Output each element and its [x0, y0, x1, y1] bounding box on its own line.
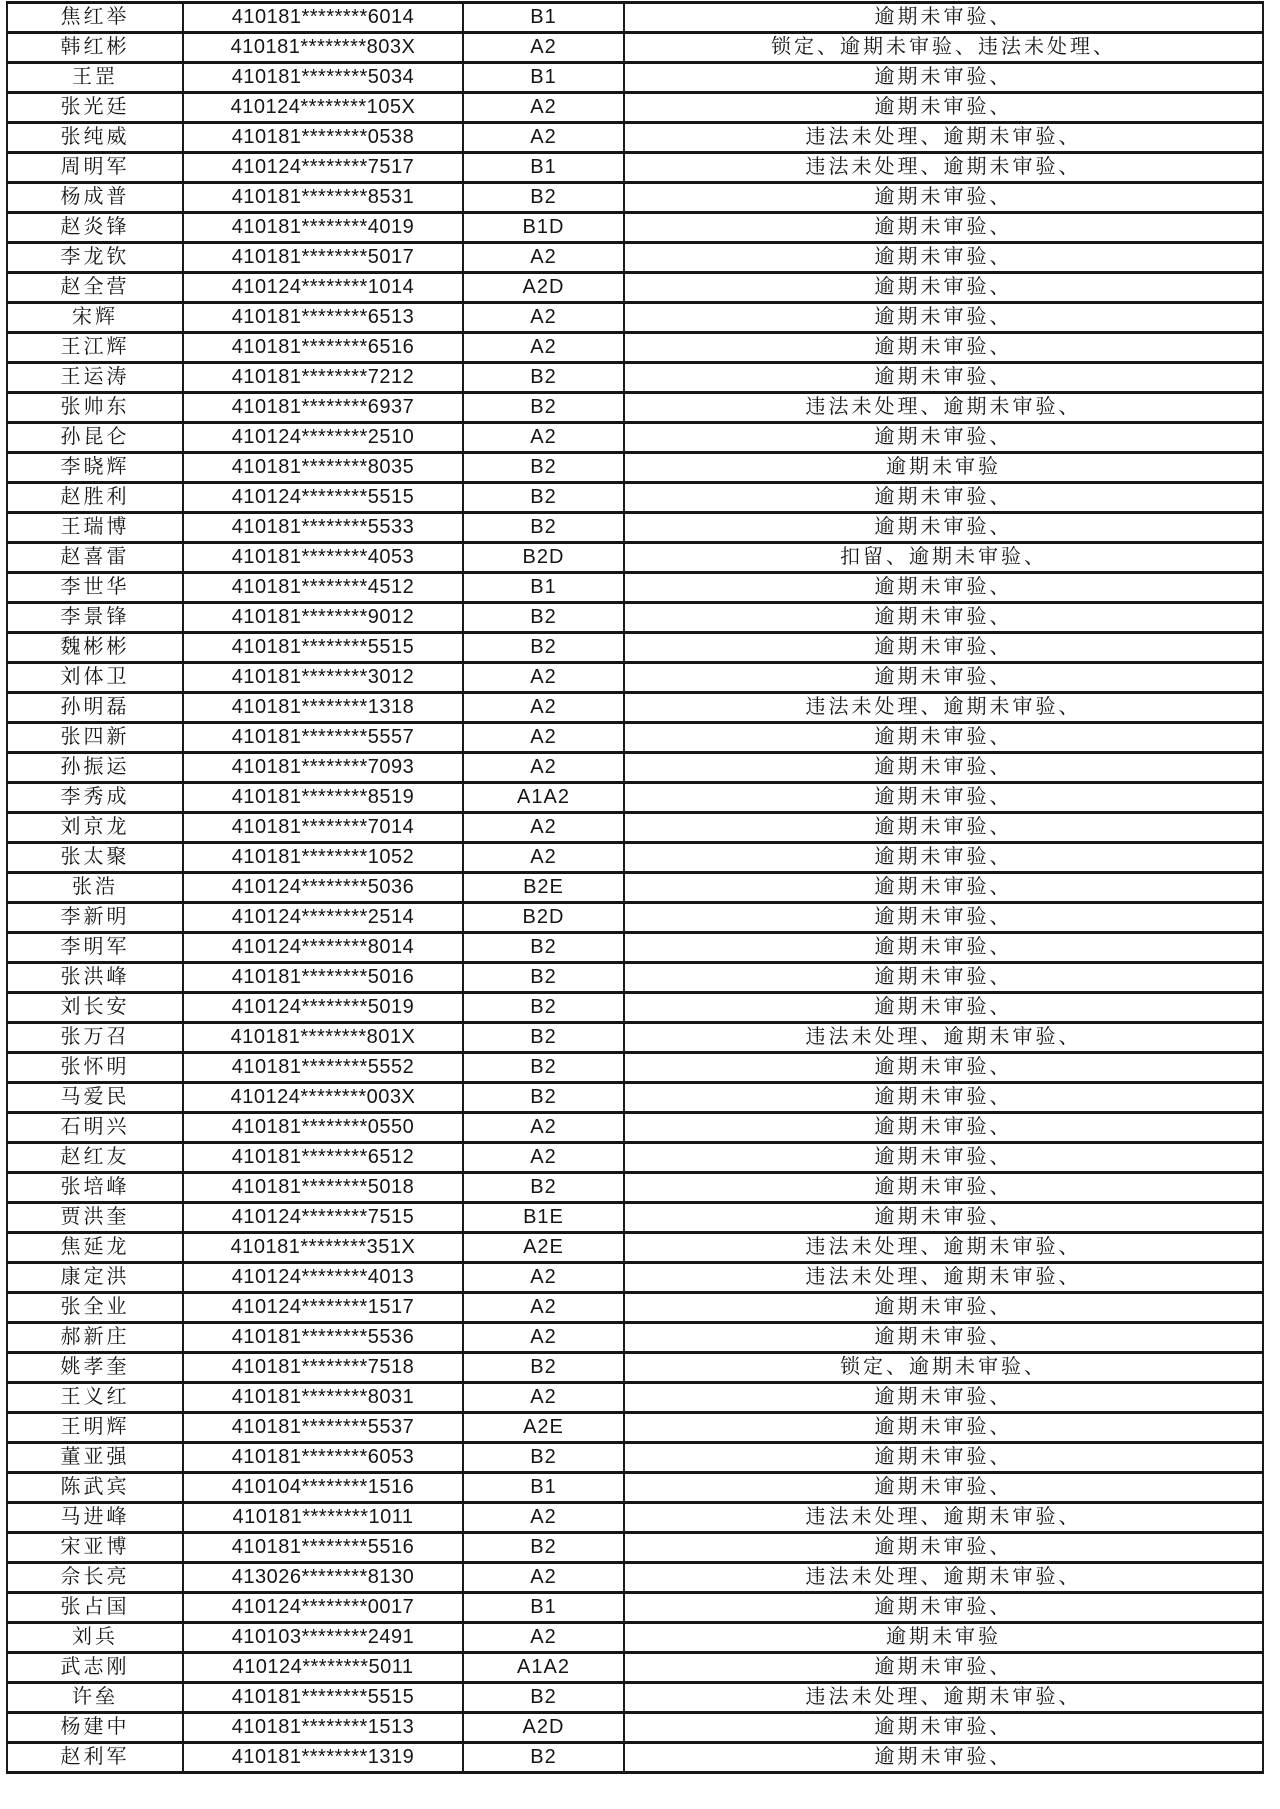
id-number-cell: 410181********0550 — [183, 1113, 463, 1143]
license-class-cell: A2 — [463, 843, 624, 873]
table-row — [7, 1053, 1263, 1083]
table-row — [7, 573, 1263, 603]
table-row — [7, 93, 1263, 123]
license-class-cell: A2 — [463, 693, 624, 723]
license-class-cell: B2 — [463, 1083, 624, 1113]
status-cell: 违法未处理、逾期未审验、 — [624, 153, 1263, 183]
table-row — [7, 243, 1263, 273]
status-cell: 逾期未审验、 — [624, 3, 1263, 33]
license-class-cell: B2 — [463, 1023, 624, 1053]
license-class-cell: A1A2 — [463, 783, 624, 813]
name-cell: 李新明 — [7, 903, 183, 933]
status-cell: 逾期未审验、 — [624, 633, 1263, 663]
license-class-cell: A2 — [463, 1563, 624, 1593]
status-cell: 逾期未审验、 — [624, 873, 1263, 903]
name-cell: 赵喜雷 — [7, 543, 183, 573]
id-number-cell: 410181********5018 — [183, 1173, 463, 1203]
id-number-cell: 410181********7518 — [183, 1353, 463, 1383]
id-number-cell: 410124********2514 — [183, 903, 463, 933]
status-cell: 逾期未审验、 — [624, 1203, 1263, 1233]
license-class-cell: B2 — [463, 483, 624, 513]
name-cell: 李世华 — [7, 573, 183, 603]
table-row — [7, 1263, 1263, 1293]
name-cell: 赵炎锋 — [7, 213, 183, 243]
id-number-cell: 410181********6053 — [183, 1443, 463, 1473]
table-row — [7, 213, 1263, 243]
table-row — [7, 1113, 1263, 1143]
name-cell: 马进峰 — [7, 1503, 183, 1533]
id-number-cell: 410181********6513 — [183, 303, 463, 333]
table-row — [7, 1593, 1263, 1623]
id-number-cell: 410124********7515 — [183, 1203, 463, 1233]
table-row — [7, 63, 1263, 93]
table-row — [7, 513, 1263, 543]
name-cell: 李晓辉 — [7, 453, 183, 483]
status-cell: 逾期未审验、 — [624, 63, 1263, 93]
id-number-cell: 410181********5537 — [183, 1413, 463, 1443]
status-cell: 逾期未审验、 — [624, 993, 1263, 1023]
status-cell: 逾期未审验、 — [624, 1443, 1263, 1473]
license-class-cell: A2 — [463, 93, 624, 123]
status-cell: 违法未处理、逾期未审验、 — [624, 393, 1263, 423]
table-row — [7, 813, 1263, 843]
status-cell: 逾期未审验、 — [624, 963, 1263, 993]
status-cell: 逾期未审验、 — [624, 903, 1263, 933]
status-cell: 逾期未审验、 — [624, 1083, 1263, 1113]
name-cell: 李景锋 — [7, 603, 183, 633]
table-row — [7, 303, 1263, 333]
status-cell: 逾期未审验、 — [624, 1593, 1263, 1623]
table-row — [7, 753, 1263, 783]
id-number-cell: 410181********5017 — [183, 243, 463, 273]
license-class-cell: B2 — [463, 1173, 624, 1203]
table-row — [7, 1503, 1263, 1533]
id-number-cell: 410181********6516 — [183, 333, 463, 363]
name-cell: 张太聚 — [7, 843, 183, 873]
name-cell: 康定洪 — [7, 1263, 183, 1293]
license-class-cell: B2 — [463, 933, 624, 963]
license-class-cell: B2 — [463, 453, 624, 483]
status-cell: 逾期未审验、 — [624, 843, 1263, 873]
id-number-cell: 410181********7014 — [183, 813, 463, 843]
license-class-cell: A2 — [463, 423, 624, 453]
name-cell: 刘长安 — [7, 993, 183, 1023]
id-number-cell: 410181********0538 — [183, 123, 463, 153]
status-cell: 扣留、逾期未审验、 — [624, 543, 1263, 573]
id-number-cell: 410124********7517 — [183, 153, 463, 183]
name-cell: 许垒 — [7, 1683, 183, 1713]
license-class-cell: B2 — [463, 633, 624, 663]
table-row — [7, 1533, 1263, 1563]
table-row — [7, 933, 1263, 963]
name-cell: 张占国 — [7, 1593, 183, 1623]
name-cell: 张光廷 — [7, 93, 183, 123]
table-row — [7, 1713, 1263, 1743]
status-cell: 逾期未审验、 — [624, 663, 1263, 693]
id-number-cell: 410181********8531 — [183, 183, 463, 213]
license-class-cell: B1 — [463, 3, 624, 33]
license-class-cell: A2 — [463, 813, 624, 843]
status-cell: 逾期未审验、 — [624, 723, 1263, 753]
name-cell: 张浩 — [7, 873, 183, 903]
license-class-cell: B2 — [463, 1053, 624, 1083]
license-class-cell: A2 — [463, 303, 624, 333]
status-cell: 逾期未审验、 — [624, 603, 1263, 633]
status-cell: 逾期未审验、 — [624, 513, 1263, 543]
id-number-cell: 410181********5515 — [183, 1683, 463, 1713]
table-row — [7, 393, 1263, 423]
status-cell: 锁定、逾期未审验、违法未处理、 — [624, 33, 1263, 63]
license-class-cell: B2 — [463, 993, 624, 1023]
table-row — [7, 663, 1263, 693]
status-cell: 违法未处理、逾期未审验、 — [624, 693, 1263, 723]
id-number-cell: 410124********5011 — [183, 1653, 463, 1683]
license-class-cell: B1D — [463, 213, 624, 243]
license-class-cell: A2 — [463, 723, 624, 753]
id-number-cell: 410181********803X — [183, 33, 463, 63]
status-cell: 逾期未审验、 — [624, 1323, 1263, 1353]
table-row — [7, 1473, 1263, 1503]
table-row — [7, 1143, 1263, 1173]
name-cell: 焦延龙 — [7, 1233, 183, 1263]
license-class-cell: A2D — [463, 1713, 624, 1743]
license-class-cell: B2D — [463, 903, 624, 933]
table-row — [7, 903, 1263, 933]
name-cell: 韩红彬 — [7, 33, 183, 63]
table-row — [7, 183, 1263, 213]
license-class-cell: A2 — [463, 243, 624, 273]
status-cell: 逾期未审验 — [624, 453, 1263, 483]
table-row — [7, 543, 1263, 573]
table-row — [7, 1353, 1263, 1383]
table-row — [7, 1083, 1263, 1113]
id-number-cell: 410181********6512 — [183, 1143, 463, 1173]
status-cell: 逾期未审验、 — [624, 813, 1263, 843]
table-row — [7, 1233, 1263, 1263]
name-cell: 马爱民 — [7, 1083, 183, 1113]
name-cell: 石明兴 — [7, 1113, 183, 1143]
table-row — [7, 1443, 1263, 1473]
license-class-cell: B2E — [463, 873, 624, 903]
id-number-cell: 410181********4019 — [183, 213, 463, 243]
id-number-cell: 410124********5019 — [183, 993, 463, 1023]
id-number-cell: 410181********6937 — [183, 393, 463, 423]
name-cell: 张四新 — [7, 723, 183, 753]
license-class-cell: A2 — [463, 33, 624, 63]
name-cell: 姚孝奎 — [7, 1353, 183, 1383]
name-cell: 宋辉 — [7, 303, 183, 333]
table-row — [7, 993, 1263, 1023]
status-cell: 逾期未审验、 — [624, 1413, 1263, 1443]
name-cell: 张全业 — [7, 1293, 183, 1323]
license-class-cell: B2 — [463, 183, 624, 213]
status-cell: 逾期未审验、 — [624, 1533, 1263, 1563]
id-number-cell: 410181********8035 — [183, 453, 463, 483]
status-cell: 逾期未审验、 — [624, 1743, 1263, 1773]
id-number-cell: 410181********5536 — [183, 1323, 463, 1353]
name-cell: 王江辉 — [7, 333, 183, 363]
name-cell: 赵利军 — [7, 1743, 183, 1773]
name-cell: 李龙钦 — [7, 243, 183, 273]
record-table-body — [7, 3, 1263, 1773]
id-number-cell: 410181********5557 — [183, 723, 463, 753]
table-row — [7, 483, 1263, 513]
status-cell: 逾期未审验、 — [624, 1053, 1263, 1083]
license-class-cell: B1 — [463, 63, 624, 93]
id-number-cell: 410181********5034 — [183, 63, 463, 93]
table-row — [7, 1683, 1263, 1713]
name-cell: 李明军 — [7, 933, 183, 963]
status-cell: 逾期未审验、 — [624, 1173, 1263, 1203]
name-cell: 张培峰 — [7, 1173, 183, 1203]
id-number-cell: 410124********2510 — [183, 423, 463, 453]
status-cell: 逾期未审验 — [624, 1623, 1263, 1653]
license-class-cell: A2 — [463, 1143, 624, 1173]
license-class-cell: A2 — [463, 1293, 624, 1323]
name-cell: 赵全营 — [7, 273, 183, 303]
status-cell: 逾期未审验、 — [624, 1653, 1263, 1683]
status-cell: 逾期未审验、 — [624, 753, 1263, 783]
id-number-cell: 410181********801X — [183, 1023, 463, 1053]
license-class-cell: A2 — [463, 1503, 624, 1533]
name-cell: 王罡 — [7, 63, 183, 93]
name-cell: 周明军 — [7, 153, 183, 183]
name-cell: 王运涛 — [7, 363, 183, 393]
table-row — [7, 603, 1263, 633]
license-class-cell: B2D — [463, 543, 624, 573]
license-class-cell: A2E — [463, 1233, 624, 1263]
table-row — [7, 123, 1263, 153]
id-number-cell: 410124********105X — [183, 93, 463, 123]
status-cell: 逾期未审验、 — [624, 1383, 1263, 1413]
name-cell: 刘京龙 — [7, 813, 183, 843]
id-number-cell: 410181********1513 — [183, 1713, 463, 1743]
license-class-cell: A2 — [463, 1383, 624, 1413]
license-class-cell: A2 — [463, 663, 624, 693]
name-cell: 杨成普 — [7, 183, 183, 213]
name-cell: 张帅东 — [7, 393, 183, 423]
license-class-cell: B2 — [463, 1443, 624, 1473]
id-number-cell: 410181********351X — [183, 1233, 463, 1263]
id-number-cell: 410181********5515 — [183, 633, 463, 663]
id-number-cell: 410104********1516 — [183, 1473, 463, 1503]
id-number-cell: 410181********5533 — [183, 513, 463, 543]
license-class-cell: A2D — [463, 273, 624, 303]
table-row — [7, 1173, 1263, 1203]
license-status-table-container — [6, 1, 1262, 1774]
status-cell: 锁定、逾期未审验、 — [624, 1353, 1263, 1383]
status-cell: 逾期未审验、 — [624, 273, 1263, 303]
table-row — [7, 1413, 1263, 1443]
id-number-cell: 410124********0017 — [183, 1593, 463, 1623]
license-class-cell: B2 — [463, 513, 624, 543]
table-row — [7, 33, 1263, 63]
table-row — [7, 3, 1263, 33]
id-number-cell: 410181********5516 — [183, 1533, 463, 1563]
license-class-cell: A2 — [463, 1623, 624, 1653]
table-row — [7, 1653, 1263, 1683]
license-class-cell: B1 — [463, 1593, 624, 1623]
name-cell: 孙昆仑 — [7, 423, 183, 453]
status-cell: 违法未处理、逾期未审验、 — [624, 1563, 1263, 1593]
table-row — [7, 783, 1263, 813]
table-row — [7, 843, 1263, 873]
table-row — [7, 1203, 1263, 1233]
id-number-cell: 410124********1517 — [183, 1293, 463, 1323]
status-cell: 逾期未审验、 — [624, 783, 1263, 813]
status-cell: 逾期未审验、 — [624, 1113, 1263, 1143]
license-class-cell: B2 — [463, 1353, 624, 1383]
license-class-cell: B2 — [463, 1743, 624, 1773]
table-row — [7, 723, 1263, 753]
license-class-cell: B2 — [463, 603, 624, 633]
license-class-cell: B2 — [463, 1683, 624, 1713]
id-number-cell: 410181********8519 — [183, 783, 463, 813]
license-class-cell: A2 — [463, 1263, 624, 1293]
id-number-cell: 410181********5552 — [183, 1053, 463, 1083]
table-row — [7, 423, 1263, 453]
name-cell: 陈武宾 — [7, 1473, 183, 1503]
id-number-cell: 410181********8031 — [183, 1383, 463, 1413]
name-cell: 武志刚 — [7, 1653, 183, 1683]
id-number-cell: 410181********1011 — [183, 1503, 463, 1533]
name-cell: 张纯威 — [7, 123, 183, 153]
table-row — [7, 1623, 1263, 1653]
status-cell: 违法未处理、逾期未审验、 — [624, 1263, 1263, 1293]
license-class-cell: B1 — [463, 153, 624, 183]
table-row — [7, 453, 1263, 483]
id-number-cell: 410124********4013 — [183, 1263, 463, 1293]
name-cell: 李秀成 — [7, 783, 183, 813]
status-cell: 逾期未审验、 — [624, 483, 1263, 513]
name-cell: 董亚强 — [7, 1443, 183, 1473]
status-cell: 违法未处理、逾期未审验、 — [624, 1233, 1263, 1263]
license-class-cell: A2 — [463, 1323, 624, 1353]
table-row — [7, 1383, 1263, 1413]
license-class-cell: B2 — [463, 1533, 624, 1563]
table-row — [7, 693, 1263, 723]
id-number-cell: 410124********8014 — [183, 933, 463, 963]
name-cell: 贾洪奎 — [7, 1203, 183, 1233]
table-row — [7, 963, 1263, 993]
id-number-cell: 410181********5016 — [183, 963, 463, 993]
table-row — [7, 363, 1263, 393]
status-cell: 逾期未审验、 — [624, 243, 1263, 273]
name-cell: 孙振运 — [7, 753, 183, 783]
status-cell: 逾期未审验、 — [624, 1713, 1263, 1743]
table-row — [7, 333, 1263, 363]
id-number-cell: 410181********7093 — [183, 753, 463, 783]
table-row — [7, 153, 1263, 183]
license-class-cell: B2 — [463, 393, 624, 423]
license-class-cell: B1E — [463, 1203, 624, 1233]
name-cell: 孙明磊 — [7, 693, 183, 723]
id-number-cell: 410124********003X — [183, 1083, 463, 1113]
id-number-cell: 413026********8130 — [183, 1563, 463, 1593]
license-class-cell: B1 — [463, 573, 624, 603]
name-cell: 王明辉 — [7, 1413, 183, 1443]
id-number-cell: 410181********6014 — [183, 3, 463, 33]
status-cell: 逾期未审验、 — [624, 1293, 1263, 1323]
license-class-cell: A2 — [463, 753, 624, 783]
status-cell: 违法未处理、逾期未审验、 — [624, 1023, 1263, 1053]
status-cell: 逾期未审验、 — [624, 423, 1263, 453]
status-cell: 逾期未审验、 — [624, 303, 1263, 333]
id-number-cell: 410181********1318 — [183, 693, 463, 723]
id-number-cell: 410181********4053 — [183, 543, 463, 573]
status-cell: 违法未处理、逾期未审验、 — [624, 1503, 1263, 1533]
id-number-cell: 410181********9012 — [183, 603, 463, 633]
table-row — [7, 633, 1263, 663]
id-number-cell: 410181********3012 — [183, 663, 463, 693]
name-cell: 刘体卫 — [7, 663, 183, 693]
name-cell: 赵胜利 — [7, 483, 183, 513]
status-cell: 逾期未审验、 — [624, 1473, 1263, 1503]
license-class-cell: B2 — [463, 363, 624, 393]
license-class-cell: A2 — [463, 123, 624, 153]
name-cell: 焦红举 — [7, 3, 183, 33]
status-cell: 违法未处理、逾期未审验、 — [624, 1683, 1263, 1713]
status-cell: 逾期未审验、 — [624, 213, 1263, 243]
license-class-cell: B2 — [463, 963, 624, 993]
name-cell: 张怀明 — [7, 1053, 183, 1083]
name-cell: 魏彬彬 — [7, 633, 183, 663]
status-cell: 逾期未审验、 — [624, 333, 1263, 363]
status-cell: 逾期未审验、 — [624, 573, 1263, 603]
license-class-cell: A2 — [463, 1113, 624, 1143]
name-cell: 王义红 — [7, 1383, 183, 1413]
license-class-cell: A1A2 — [463, 1653, 624, 1683]
table-row — [7, 1563, 1263, 1593]
license-class-cell: A2E — [463, 1413, 624, 1443]
name-cell: 佘长亮 — [7, 1563, 183, 1593]
license-class-cell: A2 — [463, 333, 624, 363]
name-cell: 王瑞博 — [7, 513, 183, 543]
status-cell: 违法未处理、逾期未审验、 — [624, 123, 1263, 153]
id-number-cell: 410124********1014 — [183, 273, 463, 303]
id-number-cell: 410124********5515 — [183, 483, 463, 513]
name-cell: 张万召 — [7, 1023, 183, 1053]
name-cell: 张洪峰 — [7, 963, 183, 993]
table-row — [7, 1293, 1263, 1323]
status-cell: 逾期未审验、 — [624, 1143, 1263, 1173]
name-cell: 刘兵 — [7, 1623, 183, 1653]
status-cell: 逾期未审验、 — [624, 93, 1263, 123]
license-class-cell: B1 — [463, 1473, 624, 1503]
name-cell: 宋亚博 — [7, 1533, 183, 1563]
status-cell: 逾期未审验、 — [624, 363, 1263, 393]
id-number-cell: 410181********4512 — [183, 573, 463, 603]
id-number-cell: 410181********1052 — [183, 843, 463, 873]
status-cell: 逾期未审验、 — [624, 933, 1263, 963]
license-status-table — [6, 1, 1264, 1774]
id-number-cell: 410181********7212 — [183, 363, 463, 393]
table-row — [7, 1743, 1263, 1773]
table-row — [7, 1323, 1263, 1353]
table-row — [7, 273, 1263, 303]
status-cell: 逾期未审验、 — [624, 183, 1263, 213]
name-cell: 郝新庄 — [7, 1323, 183, 1353]
name-cell: 杨建中 — [7, 1713, 183, 1743]
id-number-cell: 410124********5036 — [183, 873, 463, 903]
name-cell: 赵红友 — [7, 1143, 183, 1173]
id-number-cell: 410103********2491 — [183, 1623, 463, 1653]
table-row — [7, 1023, 1263, 1053]
id-number-cell: 410181********1319 — [183, 1743, 463, 1773]
table-row — [7, 873, 1263, 903]
